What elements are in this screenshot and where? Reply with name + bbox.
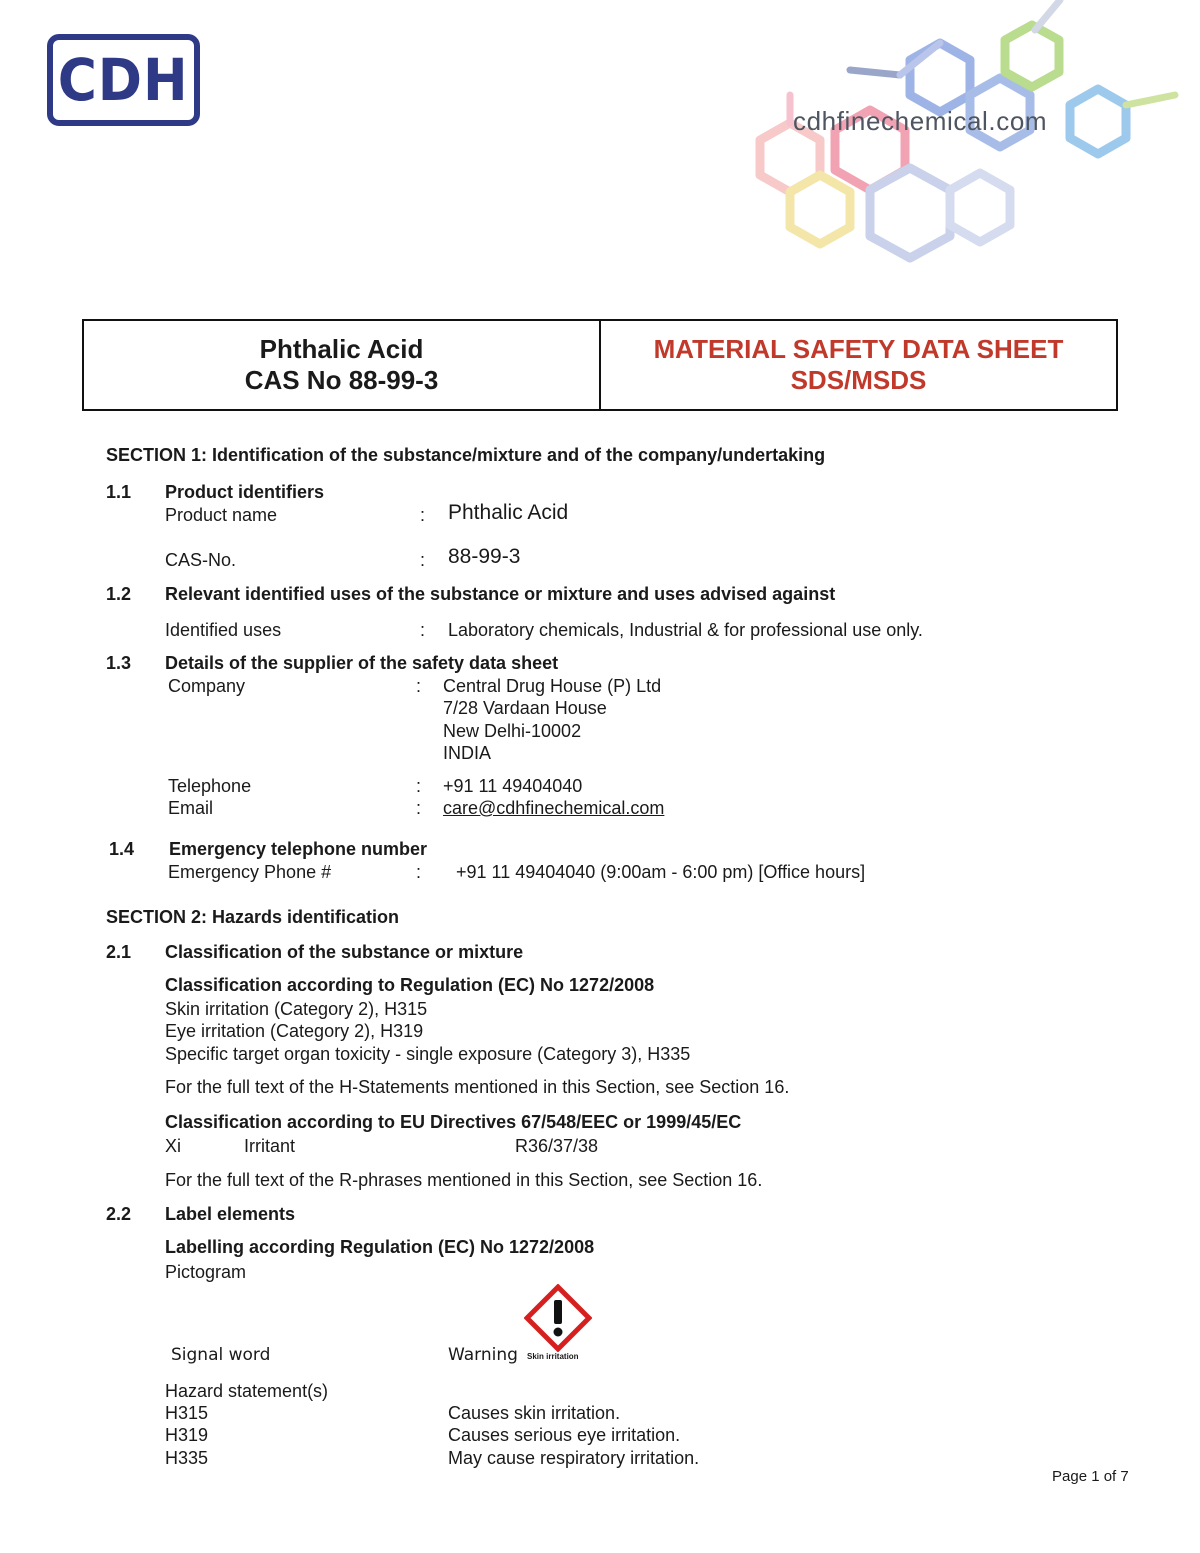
pictogram-label: Pictogram	[165, 1262, 247, 1282]
eu-name: Irritant	[244, 1136, 296, 1156]
field-label: Identified uses	[165, 620, 282, 640]
colon: :	[416, 676, 422, 696]
subsection-title: Emergency telephone number	[169, 839, 428, 859]
section-2-heading: SECTION 2: Hazards identification	[106, 907, 400, 927]
molecule-decoration	[640, 0, 1200, 300]
field-label: Company	[168, 676, 246, 696]
document-title-cell	[601, 321, 1116, 409]
subsection-title: Relevant identified uses of the substance or mixture and uses advised against	[165, 584, 836, 604]
ghs-exclamation-mark-icon	[524, 1284, 592, 1352]
subsection-title: Product identifiers	[165, 482, 325, 502]
field-label: CAS-No.	[165, 550, 237, 570]
classification-title: Classification according to Regulation (EC) No 1272/2008	[165, 975, 655, 995]
hazard-text: Causes serious eye irritation.	[448, 1425, 681, 1445]
company-line: New Delhi-10002	[443, 721, 582, 741]
company-line: INDIA	[443, 743, 492, 763]
hazard-text: Causes skin irritation.	[448, 1403, 621, 1423]
emergency-phone-value: +91 11 49404040 (9:00am - 6:00 pm) [Office hours]	[456, 862, 866, 882]
field-label: Telephone	[168, 776, 252, 796]
company-line: 7/28 Vardaan House	[443, 698, 607, 718]
identified-uses-value: Laboratory chemicals, Industrial & for professional use only.	[448, 620, 923, 640]
hazard-code: H315	[165, 1403, 209, 1423]
hazard-code: H319	[165, 1425, 209, 1445]
logo-text: CDH	[58, 46, 189, 114]
classification-note: For the full text of the R-phrases mentioned in this Section, see Section 16.	[165, 1170, 763, 1190]
product-name-value: Phthalic Acid	[448, 501, 569, 524]
product-title-cell	[84, 321, 601, 409]
hazard-statements-label: Hazard statement(s)	[165, 1381, 329, 1401]
subsection-title: Classification of the substance or mixture	[165, 942, 524, 962]
classification-note: For the full text of the H-Statements mentioned in this Section, see Section 16.	[165, 1077, 790, 1097]
field-label: Emergency Phone #	[168, 862, 332, 882]
signal-word-value: Warning	[448, 1345, 518, 1365]
subsection-number: 1.2	[106, 584, 132, 604]
colon: :	[420, 620, 426, 640]
subsection-number: 2.2	[106, 1204, 132, 1224]
subsection-title: Details of the supplier of the safety data sheet	[165, 653, 559, 673]
field-label: Product name	[165, 505, 278, 525]
classification-title: Classification according to EU Directives 67/548/EEC or 1999/45/EC	[165, 1112, 742, 1132]
hazard-text: May cause respiratory irritation.	[448, 1448, 700, 1468]
colon: :	[416, 798, 422, 818]
title-box	[82, 319, 1118, 411]
labelling-title: Labelling according Regulation (EC) No 1272/2008	[165, 1237, 595, 1257]
colon: :	[420, 505, 426, 525]
cas-value: 88-99-3	[448, 545, 521, 568]
subsection-number: 2.1	[106, 942, 132, 962]
telephone-value: +91 11 49404040	[443, 776, 583, 796]
colon: :	[420, 550, 426, 570]
email-link[interactable]: care@cdhfinechemical.com	[443, 798, 665, 818]
company-line: Central Drug House (P) Ltd	[443, 676, 662, 696]
classification-item: Skin irritation (Category 2), H315	[165, 999, 428, 1019]
document-title: MATERIAL SAFETY DATA SHEET	[653, 334, 1064, 364]
colon: :	[416, 776, 422, 796]
subsection-number: 1.3	[106, 653, 132, 673]
cdh-logo	[47, 34, 200, 126]
classification-item: Eye irritation (Category 2), H319	[165, 1021, 424, 1041]
subsection-title: Label elements	[165, 1204, 296, 1224]
cas-title: CAS No 88-99-3	[244, 365, 439, 395]
document-subtitle: SDS/MSDS	[790, 365, 927, 395]
eu-symbol: Xi	[165, 1136, 182, 1156]
website-url: cdhfinechemical.com	[793, 106, 1048, 136]
hazard-code: H335	[165, 1448, 209, 1468]
colon: :	[416, 862, 422, 882]
product-title: Phthalic Acid	[259, 334, 424, 364]
subsection-number: 1.1	[106, 482, 132, 502]
section-1-heading: SECTION 1: Identification of the substance/mixture and of the company/undertaking	[106, 445, 826, 465]
eu-phrases: R36/37/38	[515, 1136, 599, 1156]
field-label: Email	[168, 798, 214, 818]
subsection-number: 1.4	[109, 839, 135, 859]
page-number: Page 1 of 7	[1052, 1468, 1129, 1485]
pictogram-caption: Skin irritation	[527, 1352, 579, 1361]
signal-word-label: Signal word	[171, 1345, 271, 1365]
classification-item: Specific target organ toxicity - single exposure (Category 3), H335	[165, 1044, 691, 1064]
